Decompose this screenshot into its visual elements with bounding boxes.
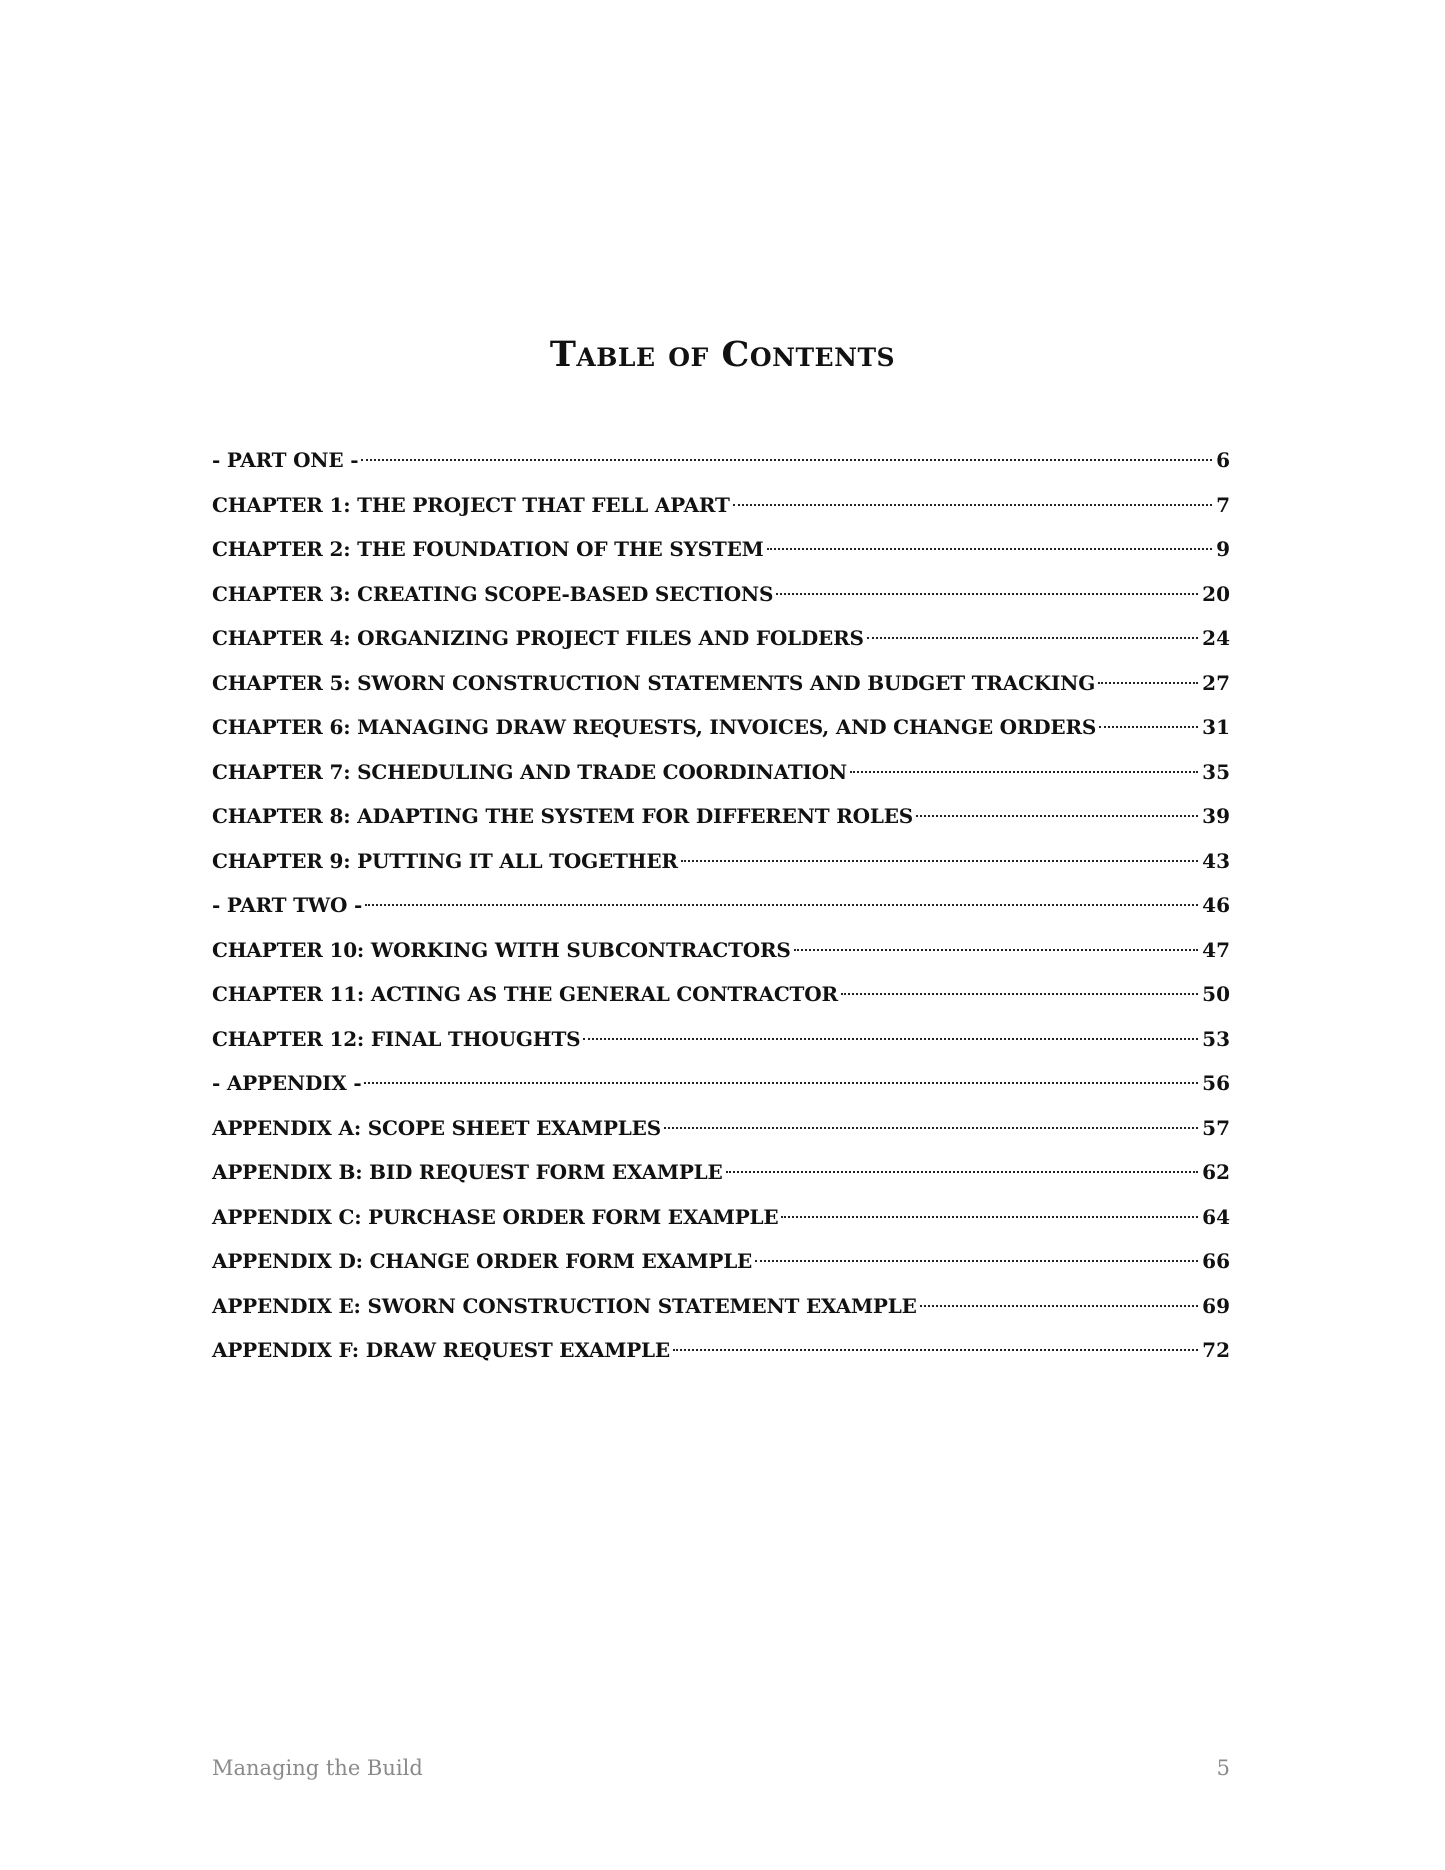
toc-entry-page: 24 bbox=[1202, 626, 1230, 650]
dot-leader bbox=[781, 1216, 1198, 1218]
toc-entry-page: 27 bbox=[1202, 670, 1230, 695]
toc-entry-page: 46 bbox=[1202, 893, 1230, 917]
toc-entry-page: 35 bbox=[1202, 759, 1230, 784]
dot-leader bbox=[681, 860, 1198, 862]
toc-entry-page: 31 bbox=[1202, 715, 1230, 739]
toc-entry-label: APPENDIX B: BID REQUEST FORM EXAMPLE bbox=[212, 1160, 723, 1184]
toc-entry-page: 50 bbox=[1202, 982, 1230, 1006]
toc-entry-chapter-10[interactable] bbox=[212, 928, 1230, 973]
toc-entry-page: 62 bbox=[1202, 1160, 1230, 1184]
toc-entry-label: APPENDIX A: SCOPE SHEET EXAMPLES bbox=[212, 1115, 661, 1140]
toc-entry-appendix-b[interactable] bbox=[212, 1150, 1230, 1195]
dot-leader bbox=[841, 993, 1198, 995]
toc-entry-label: CHAPTER 10: WORKING WITH SUBCONTRACTORS bbox=[212, 937, 791, 962]
page-title: Table of Contents bbox=[549, 334, 896, 375]
toc-entry-chapter-8[interactable] bbox=[212, 794, 1230, 839]
dot-leader bbox=[755, 1260, 1198, 1262]
toc-entry-chapter-11[interactable] bbox=[212, 972, 1230, 1017]
dot-leader bbox=[364, 1082, 1198, 1084]
toc-entry-appendix-e[interactable] bbox=[212, 1284, 1230, 1329]
toc-entry-label: CHAPTER 6: MANAGING DRAW REQUESTS, INVOICES, AND CHANGE ORDERS bbox=[212, 715, 1097, 739]
dot-leader bbox=[1098, 682, 1198, 684]
dot-leader bbox=[850, 771, 1198, 773]
toc-entry-part-two[interactable] bbox=[212, 883, 1230, 928]
toc-entry-label: CHAPTER 3: CREATING SCOPE-BASED SECTIONS bbox=[212, 581, 774, 606]
toc-entry-label: - PART ONE - bbox=[212, 448, 359, 472]
toc-entry-page: 66 bbox=[1202, 1249, 1230, 1273]
toc-entry-page: 53 bbox=[1202, 1026, 1230, 1051]
toc-entry-chapter-4[interactable] bbox=[212, 616, 1230, 661]
toc-entry-chapter-3[interactable] bbox=[212, 572, 1230, 617]
toc-entry-chapter-1[interactable] bbox=[212, 483, 1230, 528]
toc-entry-chapter-5[interactable] bbox=[212, 661, 1230, 706]
dot-leader bbox=[794, 949, 1198, 951]
toc-entry-appendix[interactable] bbox=[212, 1061, 1230, 1106]
toc-entry-appendix-a[interactable] bbox=[212, 1106, 1230, 1151]
toc-entry-chapter-6[interactable] bbox=[212, 705, 1230, 750]
dot-leader bbox=[1099, 726, 1198, 728]
dot-leader bbox=[733, 504, 1212, 506]
toc-entry-appendix-c[interactable] bbox=[212, 1195, 1230, 1240]
dot-leader bbox=[726, 1171, 1199, 1173]
toc-entry-page: 72 bbox=[1202, 1338, 1230, 1362]
dot-leader bbox=[583, 1038, 1198, 1040]
toc-entry-label: CHAPTER 12: FINAL THOUGHTS bbox=[212, 1026, 581, 1051]
toc-entry-label: APPENDIX D: CHANGE ORDER FORM EXAMPLE bbox=[212, 1249, 753, 1273]
toc-entry-page: 57 bbox=[1202, 1115, 1230, 1140]
toc-entry-page: 7 bbox=[1216, 492, 1230, 517]
dot-leader bbox=[916, 815, 1198, 817]
toc-entry-page: 39 bbox=[1202, 804, 1230, 828]
toc-entry-label: CHAPTER 4: ORGANIZING PROJECT FILES AND FOLDERS bbox=[212, 626, 864, 650]
toc-entry-page: 69 bbox=[1202, 1293, 1230, 1318]
toc-entry-label: CHAPTER 8: ADAPTING THE SYSTEM FOR DIFFERENT ROLES bbox=[212, 804, 914, 828]
dot-leader bbox=[673, 1349, 1198, 1351]
toc-entry-label: CHAPTER 5: SWORN CONSTRUCTION STATEMENTS AND BUDGET TRACKING bbox=[212, 670, 1096, 695]
toc-entry-page: 56 bbox=[1202, 1071, 1230, 1095]
toc-entry-page: 6 bbox=[1216, 448, 1230, 472]
toc-entry-page: 43 bbox=[1202, 848, 1230, 873]
dot-leader bbox=[920, 1305, 1198, 1307]
toc-entry-label: APPENDIX E: SWORN CONSTRUCTION STATEMENT EXAMPLE bbox=[212, 1293, 917, 1318]
toc-entry-page: 64 bbox=[1202, 1204, 1230, 1229]
toc-entry-label: CHAPTER 11: ACTING AS THE GENERAL CONTRACTOR bbox=[212, 982, 838, 1006]
toc-entry-label: CHAPTER 9: PUTTING IT ALL TOGETHER bbox=[212, 848, 678, 873]
footer-page-number: 5 bbox=[1216, 1756, 1230, 1780]
toc-entry-chapter-12[interactable] bbox=[212, 1017, 1230, 1062]
dot-leader bbox=[365, 904, 1198, 906]
toc-entry-label: CHAPTER 2: THE FOUNDATION OF THE SYSTEM bbox=[212, 537, 764, 561]
toc-entry-label: CHAPTER 7: SCHEDULING AND TRADE COORDINATION bbox=[212, 759, 847, 784]
toc-entry-part-one[interactable] bbox=[212, 438, 1230, 483]
dot-leader bbox=[867, 637, 1198, 639]
toc-entry-label: - APPENDIX - bbox=[212, 1071, 362, 1095]
toc-entry-page: 9 bbox=[1216, 537, 1230, 561]
toc-entry-label: APPENDIX C: PURCHASE ORDER FORM EXAMPLE bbox=[212, 1204, 779, 1229]
toc-entry-page: 20 bbox=[1202, 581, 1230, 606]
toc-entry-appendix-d[interactable] bbox=[212, 1239, 1230, 1284]
toc-entry-label: - PART TWO - bbox=[212, 893, 363, 917]
toc-entry-label: APPENDIX F: DRAW REQUEST EXAMPLE bbox=[212, 1338, 670, 1362]
dot-leader bbox=[776, 593, 1198, 595]
dot-leader bbox=[361, 459, 1212, 461]
toc-entry-appendix-f[interactable] bbox=[212, 1328, 1230, 1373]
toc-entry-chapter-2[interactable] bbox=[212, 527, 1230, 572]
toc-entry-page: 47 bbox=[1202, 937, 1230, 962]
toc-entry-label: CHAPTER 1: THE PROJECT THAT FELL APART bbox=[212, 492, 730, 517]
table-of-contents bbox=[212, 438, 1230, 1373]
dot-leader bbox=[767, 548, 1213, 550]
toc-entry-chapter-9[interactable] bbox=[212, 839, 1230, 884]
toc-entry-chapter-7[interactable] bbox=[212, 750, 1230, 795]
dot-leader bbox=[664, 1127, 1198, 1129]
footer-book-title: Managing the Build bbox=[212, 1756, 423, 1780]
